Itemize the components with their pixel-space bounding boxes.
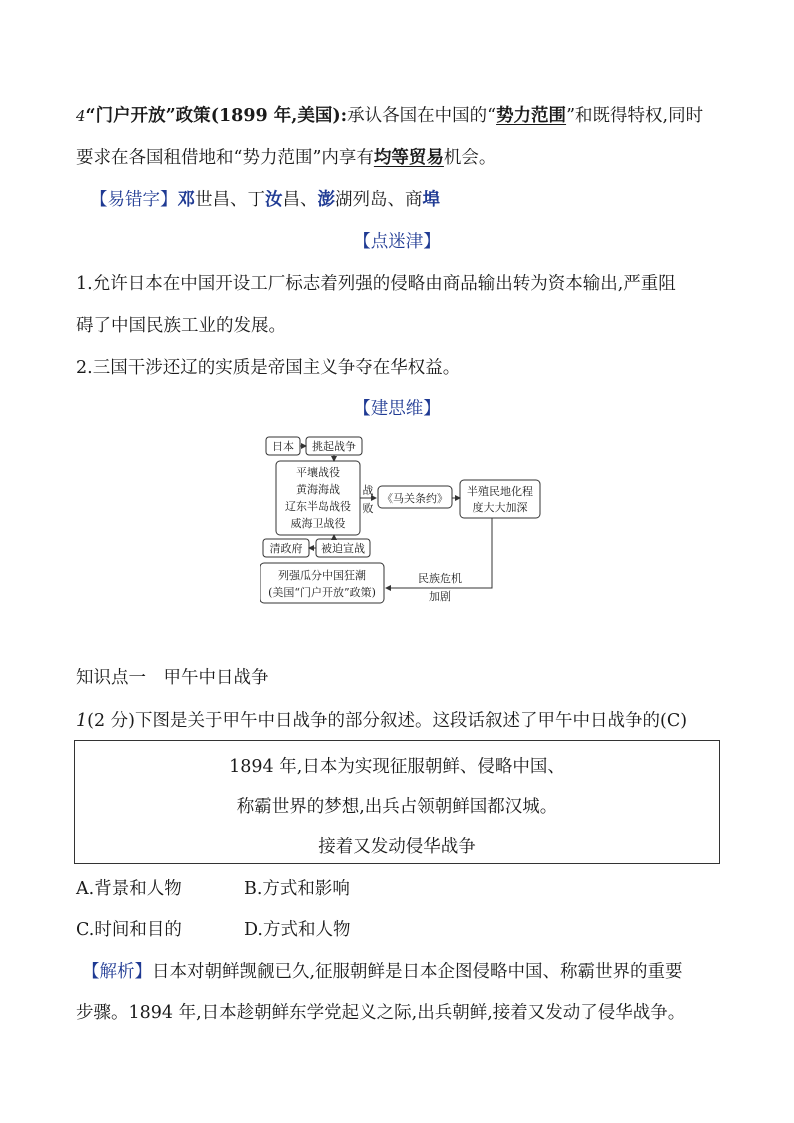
tip-1-line-1: 1.允许日本在中国开设工厂标志着列强的侵略由商品输出转为资本输出,严重阻	[76, 274, 676, 294]
typo-char: 邓	[177, 190, 195, 210]
policy-colon: :	[340, 106, 348, 126]
open-door-policy-line2	[76, 146, 496, 170]
question-stem	[76, 709, 687, 733]
analysis-line-1	[82, 960, 683, 984]
treaty-label: 《马关条约》	[382, 492, 448, 505]
qing-label: 清政府	[269, 542, 303, 555]
forced-label: 被迫宣战	[321, 542, 365, 555]
typo-label: 【易错字】	[90, 190, 178, 210]
battle-1: 平壤战役	[296, 466, 340, 479]
policy-year: (1899 年,美国)	[210, 106, 341, 126]
typo-characters-line	[90, 188, 440, 212]
option-d: D.方式和人物	[244, 920, 351, 940]
question-text: (2 分)下图是关于甲午中日战争的部分叙述。这段话叙述了甲午中日战争的(C)	[87, 711, 688, 731]
tips-header: 【点迷津】	[353, 232, 441, 252]
battle-2: 黄海海战	[296, 483, 340, 496]
item-number: 4	[76, 107, 86, 125]
quote-open: “	[487, 106, 497, 126]
crisis-label-1: 民族危机	[418, 572, 462, 585]
open-door-policy-line1	[76, 104, 703, 128]
policy-text-3: 要求在各国租借地和“势力范围”内享有	[76, 148, 374, 168]
question-number: 1	[76, 711, 88, 731]
semi-colony-label-2: 度大大加深	[472, 501, 528, 514]
mindmap-diagram	[260, 432, 550, 610]
provoke-label: 挑起战争	[312, 440, 356, 453]
mindmap-header: 【建思维】	[353, 399, 441, 419]
key-term-sphere: 势力范围	[496, 106, 567, 126]
policy-text-2: ”和既得特权,同时	[566, 106, 704, 126]
quote-line-1: 1894 年,日本为实现征服朝鲜、侵略中国、	[229, 757, 565, 777]
semi-colony-label-1: 半殖民地化程	[467, 485, 533, 498]
tip-2: 2.三国干涉还辽的实质是帝国主义争夺在华权益。	[76, 358, 461, 378]
typo-char: 埠	[422, 190, 440, 210]
policy-title: “门户开放”政策	[85, 106, 211, 126]
typo-text: 世昌、丁	[195, 190, 265, 210]
war-label-1: 战	[362, 484, 374, 497]
option-c: C.时间和目的	[76, 920, 182, 940]
war-label-2: 败	[362, 502, 374, 515]
analysis-label: 【解析】	[82, 962, 152, 982]
option-a: A.背景和人物	[76, 879, 182, 899]
key-term-equal-trade: 均等贸易	[373, 148, 444, 168]
analysis-text-1: 日本对朝鲜觊觎已久,征服朝鲜是日本企图侵略中国、称霸世界的重要	[152, 962, 683, 982]
quote-box	[74, 740, 720, 864]
partition-label-1: 列强瓜分中国狂潮	[278, 569, 366, 582]
option-b: B.方式和影响	[244, 879, 350, 899]
typo-text: 昌、	[282, 190, 318, 210]
tip-1-line-2: 碍了中国民族工业的发展。	[76, 316, 286, 336]
partition-label-2: (美国“门户开放”政策)	[268, 586, 376, 599]
crisis-label-2: 加剧	[429, 590, 451, 603]
battle-3: 辽东半岛战役	[285, 500, 351, 513]
policy-text-1: 承认各国在中国的	[347, 106, 488, 126]
quote-line-2: 称霸世界的梦想,出兵占领朝鲜国都汉城。	[236, 797, 558, 817]
analysis-line-2: 步骤。1894 年,日本趁朝鲜东学党起义之际,出兵朝鲜,接着又发动了侵华战争。	[76, 1003, 686, 1023]
typo-char: 澎	[317, 190, 335, 210]
battle-4: 威海卫战役	[290, 517, 346, 530]
typo-text: 湖列岛、商	[335, 190, 423, 210]
policy-text-4: 机会。	[443, 148, 497, 168]
section-title: 知识点一 甲午中日战争	[76, 668, 269, 688]
japan-label: 日本	[272, 440, 294, 453]
typo-char: 汝	[265, 190, 283, 210]
quote-line-3: 接着又发动侵华战争	[318, 837, 476, 857]
